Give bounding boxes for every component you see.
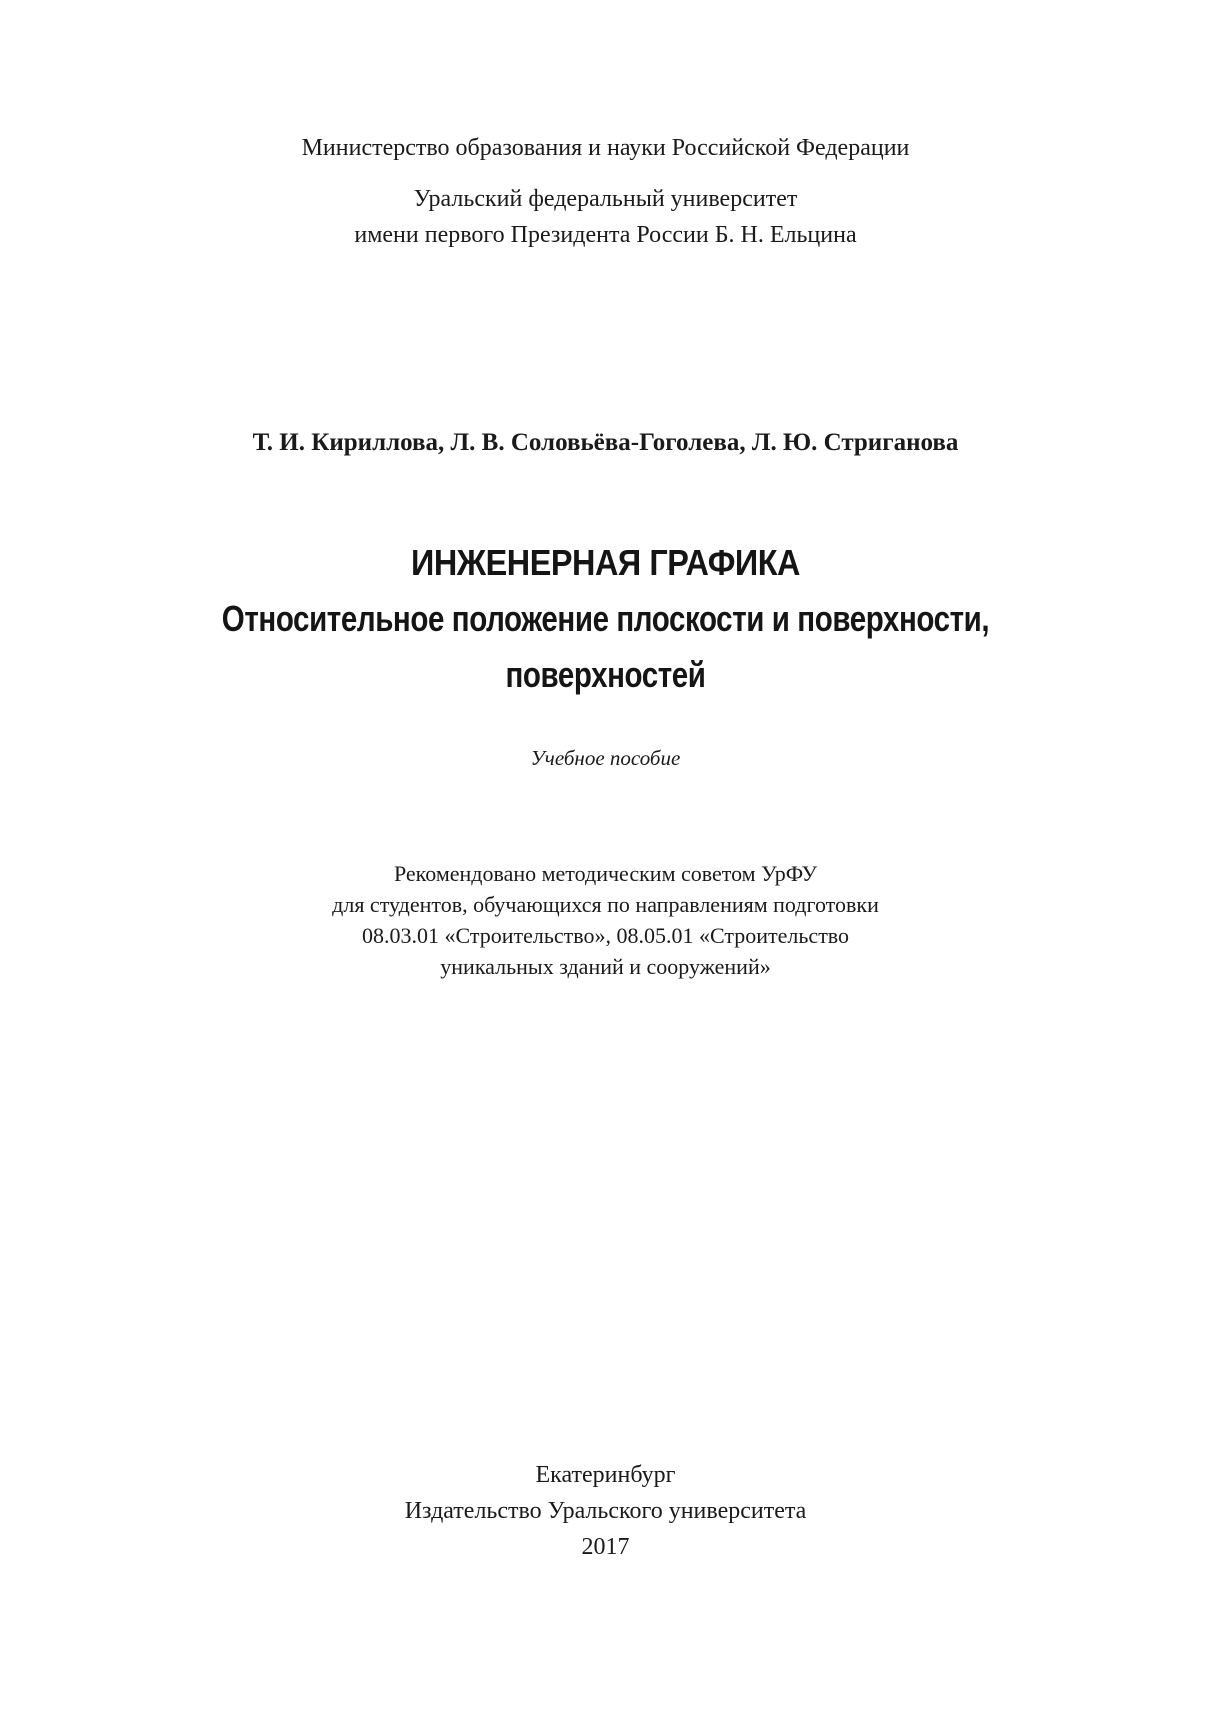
subtitle-line2: поверхностей [505, 654, 706, 695]
recommendation-line1: Рекомендовано методическим советом УрФУ [393, 861, 818, 886]
university-name-line1: Уральский федеральный университет [413, 186, 798, 212]
authors [0, 425, 1211, 461]
subtitle-line1: Относительное положение плоскости и поверхности, [221, 598, 990, 639]
ministry-name: Министерство образования и науки Российской Федерации [301, 135, 910, 161]
authors-list: Т. И. Кириллова, Л. В. Соловьёва-Гоголева, Л. Ю. Стриганова [252, 429, 959, 456]
university-name-line2: имени первого Президента России Б. Н. Ельцина [354, 222, 857, 248]
document-type-label: Учебное пособие [530, 746, 681, 770]
imprint-publisher: Издательство Уральского университета [404, 1498, 807, 1524]
recommendation [0, 858, 1211, 982]
imprint [0, 1457, 1211, 1565]
recommendation-line3: 08.03.01 «Строительство», 08.05.01 «Строительство [361, 923, 850, 948]
recommendation-line4: уникальных зданий и сооружений» [440, 954, 771, 979]
imprint-city: Екатеринбург [535, 1462, 676, 1488]
document-type [0, 743, 1211, 773]
institution-header [0, 130, 1211, 253]
recommendation-line2: для студентов, обучающихся по направлениям подготовки [332, 892, 879, 917]
book-title [0, 535, 1211, 703]
main-title: ИНЖЕНЕРНАЯ ГРАФИКА [410, 542, 801, 583]
imprint-year: 2017 [581, 1534, 630, 1560]
